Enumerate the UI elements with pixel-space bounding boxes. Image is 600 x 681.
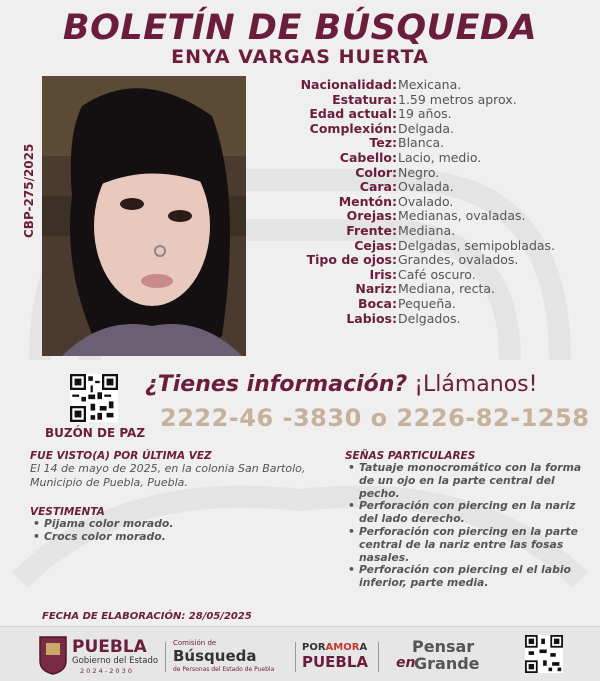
list-item: • Perforación con piercing en la parte central de la nariz entre las fosas nasales.: [345, 526, 585, 564]
detail-value: Mediana, recta.: [398, 281, 496, 297]
detail-row: [255, 253, 595, 268]
footer-por-amor: [302, 642, 367, 653]
footer-grande: Grande: [414, 654, 480, 673]
marks-list: [345, 462, 585, 590]
footer-busqueda-sub: de Personas del Estado de Puebla: [173, 666, 275, 673]
detail-row: [255, 166, 595, 181]
detail-value: Mexicana.: [398, 77, 462, 92]
detail-label: Edad actual:: [309, 106, 397, 122]
footer-puebla: PUEBLA: [72, 637, 147, 657]
detail-row: [255, 268, 595, 283]
detail-row: [255, 312, 595, 327]
footer-por: POR: [302, 642, 326, 653]
footer-amor: AMOR: [325, 642, 360, 653]
detail-value: Ovalado.: [398, 193, 454, 209]
buzon-de-paz-label: BUZÓN DE PAZ: [44, 426, 146, 440]
person-name: ENYA VARGAS HUERTA: [171, 46, 429, 68]
marks-heading: SEÑAS PARTICULARES: [345, 450, 476, 462]
footer-divider: [295, 642, 296, 672]
detail-label: Nacionalidad:: [300, 77, 397, 92]
footer-pensar: Pensar: [412, 637, 475, 656]
detail-row: [255, 239, 595, 254]
detail-value: Pequeña.: [398, 295, 456, 311]
portrait-icon: [42, 76, 246, 356]
detail-value: Delgada.: [398, 120, 454, 136]
detail-label: Labios:: [346, 310, 397, 326]
detail-value: 19 años.: [398, 106, 452, 122]
detail-label: Orejas:: [346, 208, 397, 224]
list-item: • Tatuaje monocromático con la forma de un ojo en la parte central del pecho.: [345, 462, 585, 500]
footer-gobierno: Gobierno del Estado: [72, 656, 159, 666]
detail-row: [255, 195, 595, 210]
cta-call: ¡Llámanos!: [407, 372, 538, 397]
clothing-heading: VESTIMENTA: [30, 506, 105, 518]
person-photo: [42, 76, 246, 356]
footer-a: A: [359, 642, 368, 653]
detail-row: [255, 151, 595, 166]
bulletin-title: BOLETÍN DE BÚSQUEDA: [62, 8, 538, 48]
cta-question: ¿Tienes información?: [145, 372, 408, 397]
detail-row: [255, 107, 595, 122]
detail-label: Cara:: [359, 179, 397, 195]
list-item: • Pijama color morado.: [30, 518, 320, 531]
detail-row: [255, 282, 595, 297]
detail-value: 1.59 metros aprox.: [398, 91, 517, 107]
footer-comision: Comisión de: [173, 639, 217, 647]
detail-label: Frente:: [346, 222, 397, 238]
detail-row: [255, 180, 595, 195]
footer-divider: [378, 642, 379, 672]
detail-value: Grandes, ovalados.: [398, 252, 519, 268]
footer-en: en: [396, 655, 416, 671]
detail-value: Delgados.: [398, 310, 461, 326]
detail-value: Medianas, ovaladas.: [398, 208, 526, 224]
detail-label: Estatura:: [332, 91, 397, 107]
call-to-action: [145, 372, 585, 397]
footer-puebla-2: PUEBLA: [302, 653, 369, 671]
list-item: • Perforación con piercing en la nariz del lado derecho.: [345, 500, 585, 526]
last-seen-heading: FUE VISTO(A) POR ÚLTIMA VEZ: [30, 450, 212, 462]
detail-label: Iris:: [369, 266, 397, 282]
clothing-list: [30, 518, 320, 544]
detail-label: Tez:: [369, 135, 397, 151]
detail-label: Nariz:: [355, 281, 397, 297]
detail-value: Negro.: [398, 164, 440, 180]
detail-row: [255, 224, 595, 239]
detail-row: [255, 209, 595, 224]
detail-row: [255, 78, 595, 93]
footer-logos: [0, 626, 600, 681]
detail-label: Complexión:: [309, 120, 397, 136]
physical-details: [255, 78, 595, 326]
detail-label: Color:: [355, 164, 397, 180]
list-item: • Crocs color morado.: [30, 531, 320, 544]
detail-value: Café oscuro.: [398, 266, 476, 282]
detail-value: Blanca.: [398, 135, 445, 151]
phone-1[interactable]: 2222-46 -3830: [160, 404, 362, 432]
footer-years: 2 0 2 4 - 2 0 3 0: [80, 667, 132, 675]
list-item: • Perforación con piercing el el labio inferior, parte media.: [345, 564, 585, 590]
detail-value: Mediana.: [398, 222, 456, 238]
detail-row: [255, 297, 595, 312]
phone-2[interactable]: 2226-82-1258: [396, 404, 590, 432]
detail-label: Boca:: [358, 295, 397, 311]
detail-label: Mentón:: [338, 193, 397, 209]
footer-divider: [165, 642, 166, 672]
detail-row: [255, 93, 595, 108]
last-seen-text: El 14 de mayo de 2025, en la colonia San Bartolo, Municipio de Puebla, Puebla.: [30, 462, 306, 489]
creation-date: FECHA DE ELABORACIÓN: 28/05/2025: [42, 611, 252, 622]
phone-numbers: [160, 404, 590, 432]
detail-row: [255, 136, 595, 151]
detail-label: Tipo de ojos:: [306, 252, 397, 268]
detail-row: [255, 122, 595, 137]
detail-value: Ovalada.: [398, 179, 454, 195]
qr-code-icon[interactable]: [70, 374, 118, 422]
detail-label: Cejas:: [354, 237, 397, 253]
state-shield-icon: [38, 635, 68, 675]
footer-busqueda: Búsqueda: [173, 647, 257, 665]
footer-qr-code-icon[interactable]: [525, 635, 563, 673]
phone-separator: o: [361, 404, 397, 432]
case-code: CBP-275/2025: [22, 143, 36, 238]
detail-label: Cabello:: [339, 149, 397, 165]
detail-value: Delgadas, semipobladas.: [398, 237, 556, 253]
detail-value: Lacio, medio.: [398, 149, 482, 165]
